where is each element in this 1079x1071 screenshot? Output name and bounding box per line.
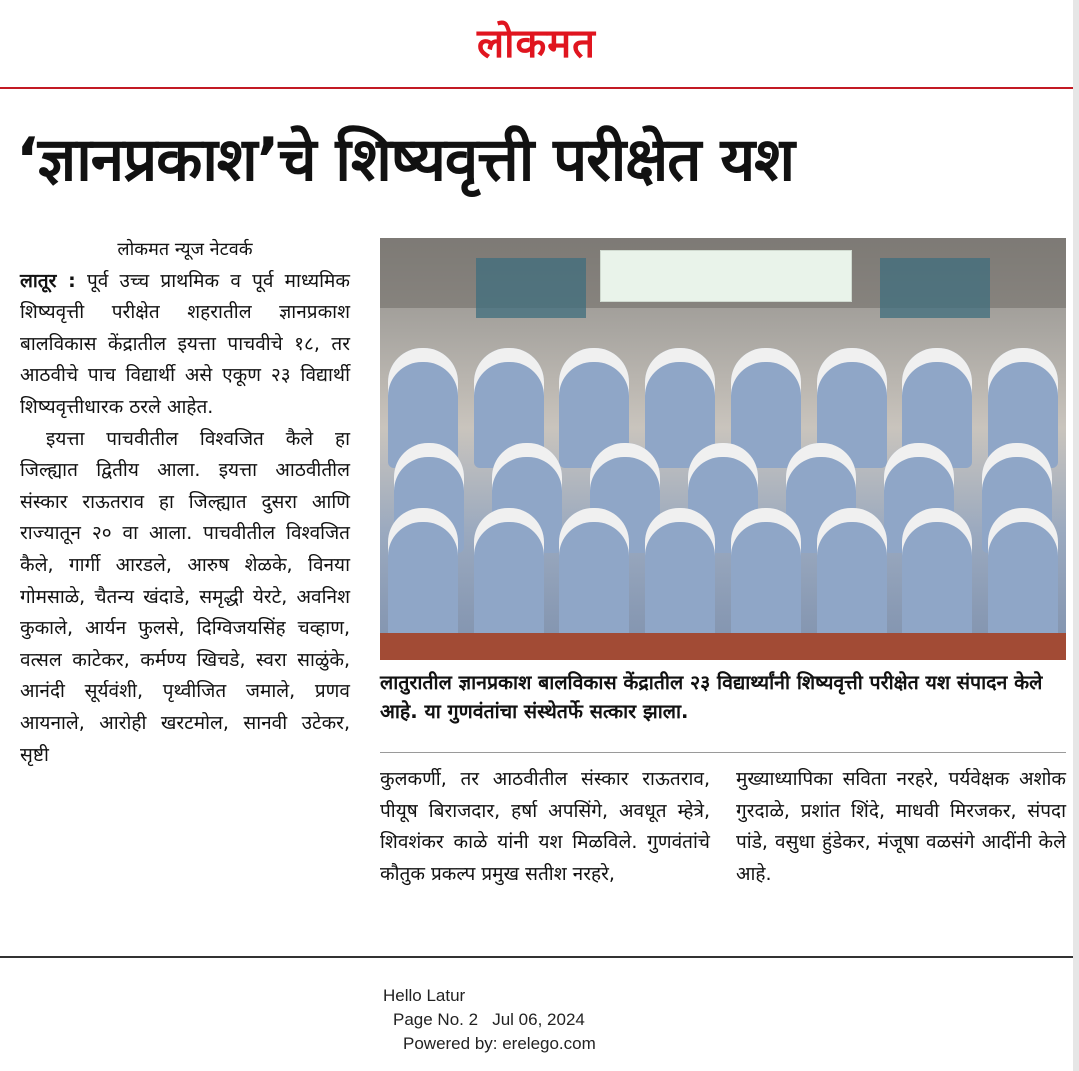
student-figure: [559, 508, 629, 648]
student-figure: [388, 508, 458, 648]
photo-banner: [600, 250, 852, 302]
caption-rule: [380, 752, 1066, 753]
dateline: लातूर :: [20, 269, 76, 292]
photo-row-front: [380, 508, 1066, 648]
masthead-logo: [0, 14, 1073, 69]
photo-floor: [380, 633, 1066, 660]
photo-caption: लातुरातील ज्ञानप्रकाश बालविकास केंद्रातील २३ विद्यार्थ्यांनी शिष्यवृत्ती परीक्षेत यश संपादन केले आहे. या गुणवंतांचा संस्थेतर्फे सत्कार झाला.: [380, 671, 1043, 723]
article-paragraph-1: [20, 266, 350, 424]
headline: ‘ज्ञानप्रकाश’चे शिष्यवृत्ती परीक्षेत यश: [16, 125, 794, 195]
footer-powered-by: Powered by: erelego.com: [403, 1034, 596, 1053]
masthead-title: लोकमत: [477, 21, 596, 67]
student-figure: [988, 508, 1058, 648]
student-figure: [645, 508, 715, 648]
article-column-3: मुख्याध्यापिका सविता नरहरे, पर्यवेक्षक अशोक गुरदाळे, प्रशांत शिंदे, माधवी मिरजकर, संपदा पांडे, वसुधा हुंडेकर, मंजूषा वळसंगे आदींनी केले आहे.: [736, 768, 1066, 885]
page-edge: [1073, 0, 1079, 1071]
article-column-1: [20, 234, 350, 771]
article-column-2: कुलकर्णी, तर आठवीतील संस्कार राऊतराव, पीयूष बिराजदार, हर्षा अपसिंगे, अवधूत म्हेत्रे, शिवशंकर काळे यांनी यश मिळविले. गुणवंतांचे कौतुक प्रकल्प प्रमुख सतीश नरहरे,: [380, 768, 710, 885]
footer-page-date: Page No. 2 Jul 06, 2024: [393, 1010, 585, 1029]
student-figure: [731, 508, 801, 648]
group-photo: [380, 238, 1066, 660]
footer-rule: [0, 956, 1073, 958]
photo-window: [476, 258, 586, 318]
article-paragraph-2: इयत्ता पाचवीतील विश्वजित कैले हा जिल्ह्यात द्वितीय आला. इयत्ता आठवीतील संस्कार राऊतराव हा जिल्ह्यात दुसरा आणि राज्यातून २० वा आला. पाचवीतील विश्वजित कैले, गार्गी आरडले, आरुष शेळके, विनया गोमसाळे, चैतन्य खंदाडे, समृद्धी येरटे, अवनिश कुकाले, आर्यन फुलसे, दिग्विजयसिंह चव्हाण, वत्सल काटेकर, कर्मण्य खिचडे, स्वरा साळुंके, आनंदी सूर्यवंशी, पृथ्वीजित जमाले, प्रणव आयनाले, आरोही खरटमोल, सानवी उटेकर, सृष्टी: [20, 427, 350, 766]
byline: लोकमत न्यूज नेटवर्क: [117, 239, 253, 260]
student-figure: [817, 508, 887, 648]
photo-window: [880, 258, 990, 318]
student-figure: [474, 508, 544, 648]
footer-source: Hello Latur: [383, 986, 466, 1005]
masthead-rule: [0, 87, 1073, 89]
student-figure: [902, 508, 972, 648]
paragraph-1-text: पूर्व उच्च प्राथमिक व पूर्व माध्यमिक शिष्यवृत्ती परीक्षेत शहरातील ज्ञानप्रकाश बालविकास केंद्रातील इयत्ता पाचवीचे १८, तर आठवीचे पाच विद्यार्थी असे एकूण २३ विद्यार्थी शिष्यवृत्तीधारक ठरले आहेत.: [20, 269, 350, 418]
